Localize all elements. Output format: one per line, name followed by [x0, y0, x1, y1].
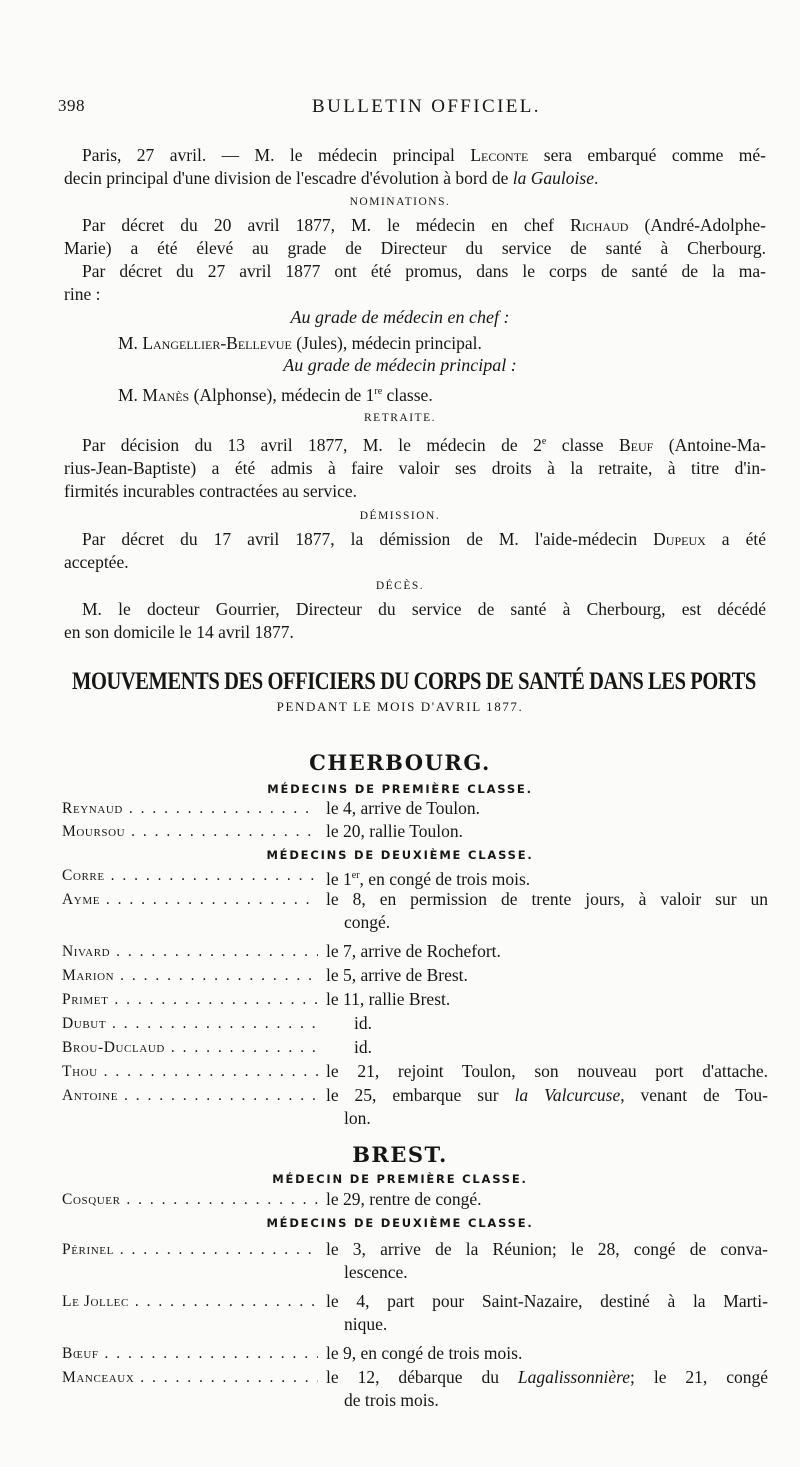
movement-detail: le 3, arrive de la Réunion; le 28, congé de conva- [326, 1239, 768, 1259]
movement-detail: le 9, en congé de trois mois. [326, 1343, 523, 1363]
officer-name: Marion . . . [62, 964, 318, 987]
intro-paragraph: Paris, 27 avril. — M. le médecin principal Leconte sera embarqué comme mé- decin principal d'une division de l'escadre d'évolution à bord de la Gauloise. [64, 145, 766, 188]
movement-detail: le 29, rentre de congé. [326, 1189, 482, 1209]
officer-name: Ayme . . . [62, 888, 318, 911]
ship-name: Lagalissonnière [517, 1367, 631, 1387]
movement-detail: le 7, arrive de Rochefort. [326, 941, 501, 961]
grade-heading-chef: Au grade de médecin en chef : [290, 307, 510, 327]
page-number: 398 [58, 96, 85, 115]
category-heading: MÉDECIN DE PREMIÈRE CLASSE. [272, 1172, 528, 1186]
movement-detail: le 1er, en congé de trois mois. [326, 868, 531, 889]
officer-name: Dubut . . . [62, 1012, 318, 1035]
officer-name: Thou . . . [62, 1060, 318, 1083]
city-heading-brest: BREST. [352, 1142, 448, 1167]
ship-name: la Valcurcuse [514, 1085, 621, 1105]
movement-detail: le 5, arrive de Brest. [326, 965, 468, 985]
grade-heading-principal: Au grade de médecin principal : [283, 355, 517, 375]
officer-name: Périnel . . . [62, 1238, 318, 1261]
category-heading: MÉDECINS DE PREMIÈRE CLASSE. [267, 782, 533, 796]
movement-detail: le 20, rallie Toulon. [326, 821, 463, 841]
movement-detail: le 4, arrive de Toulon. [326, 798, 480, 818]
promotion-line-1: M. Langellier-Bellevue (Jules), médecin principal. [118, 333, 482, 353]
category-heading: MÉDECINS DE DEUXIÈME CLASSE. [266, 848, 534, 862]
movement-detail: le 8, en permission de trente jours, à valoir sur un [326, 889, 768, 909]
movement-detail: le 11, rallie Brest. [326, 989, 451, 1009]
officer-name: Moursou . . . [62, 820, 318, 843]
section-heading-deces: DÉCÈS. [375, 580, 425, 592]
section-heading-nominations: NOMINATIONS. [349, 196, 451, 208]
category-heading: MÉDECINS DE DEUXIÈME CLASSE. [266, 1216, 534, 1230]
demission-paragraph: Par décret du 17 avril 1877, la démission de M. l'aide-médecin Dupeux a été acceptée. [64, 529, 766, 572]
officer-name: Corre . . . [62, 864, 318, 887]
officer-name: Manceaux . . . [62, 1366, 318, 1389]
retraite-paragraph: Par décision du 13 avril 1877, M. le médecin de 2e classe Beuf (Antoine-Ma- rius-Jean-Baptiste) a été admis à faire valoir ses droits à la retraite, à titre d'in- firmités incurables contractées au service. [64, 434, 766, 501]
officer-name: Reynaud . . . [62, 797, 318, 820]
promotion-line-2: M. Manès (Alphonse), médecin de 1re classe. [118, 384, 433, 405]
officer-name: Le Jollec . . . [62, 1290, 318, 1313]
movement-detail: le 12, débarque du Lagalissonnière; le 21, congé [326, 1367, 768, 1387]
officer-name: Primet . . . [62, 988, 318, 1011]
movement-detail: le 21, rejoint Toulon, son nouveau port d'attache. [326, 1061, 768, 1081]
city-heading-cherbourg: CHERBOURG. [309, 750, 491, 775]
person-name: Leconte [470, 145, 529, 165]
officer-name: Cosquer . . . [62, 1188, 318, 1211]
officer-name: Brou-Duclaud . . . [62, 1036, 318, 1059]
movement-detail: le 4, part pour Saint-Nazaire, destiné à la Marti- [326, 1291, 768, 1311]
section-heading-demission: DÉMISSION. [359, 510, 441, 522]
movement-detail: id. [354, 1037, 372, 1057]
officer-name: Bœuf . . . [62, 1342, 318, 1365]
running-title: BULLETIN OFFICIEL. [312, 96, 541, 117]
movement-detail: id. [354, 1013, 372, 1033]
nominations-paragraph: Par décret du 20 avril 1877, M. le médecin en chef Richaud (André-Adolphe- Marie) a été élevé au grade de Directeur du service de santé à Cherbourg. Par décret du 27 avril 1877 ont été promus, dans le corps de santé de la ma- rine : [64, 215, 767, 304]
document-page: 398 BULLETIN OFFICIEL. Paris, 27 avril. — M. le médecin principal Leconte sera embarqué comme mé- decin principal d'une division de l'escadre d'évolution à bord de la Gauloise. NOMINATIONS. Par décret du 20 avril 1877, M. le médecin en chef Richaud (André-Adolphe- Marie) a été élevé au grade de Directeur du service de santé à Cherbourg. Par décret du 27 avril 1877 ont été promus, dans le corps de santé de la ma- rine : Au grade de médecin en chef : M. Langellier-Bellevue (Jules), médecin principal. Au grade de médecin principal : M. Manès (Alphonse), médecin de 1re classe. RETRAITE. Par décision du 13 avril 1877, M. le médecin de 2e classe Beuf (Antoine-Ma- rius-Jean-Baptiste) a été admis à faire valoir ses droits à la retraite, à titre d'in- firmités incurables contractées au service. DÉMISSION. Par décret du 17 avril 1877, la démission de M. l'aide-médecin Dupeux a été acceptée. DÉCÈS. M. le docteur Gourrier, Directeur du service de santé à Cherbourg, est décédé en son domicile le 14 avril 1877. MOUVEMENTS DES OFFICIERS DU CORPS DE SANTÉ DANS LES PORTS PENDANT LE MOIS D'AVRIL 1877. CHERBOURG. MÉDECINS DE PREMIÈRE CLASSE. Reynaud . . . le 4, arrive de Toulon. Moursou . . . le 20, rallie Toulon. MÉDECINS DE DEUXIÈME CLASSE. Corre . . . le 1er, en congé de trois mois. Ayme . . . le 8, en permission de trente jours, à valoir sur un congé. Nivard . . . le 7, arrive de Rochefort. Marion . . . le 5, arrive de Brest. Primet . . . le 11, rallie Brest. Dubut . . . id. Brou-Duclaud . . . id. Thou . . . le 21, rejoint Toulon, son nouveau port d'attache. Antoine . . . le 25, embarque sur la Valcurcuse, venant de Tou- lon. BREST. MÉDECIN DE PREMIÈRE CLASSE. Cosquer . . . le 29, rentre de congé. MÉDECINS DE DEUXIÈME CLASSE. Périnel . . . le 3, arrive de la Réunion; le 28, congé de conva- lescence. Le Jollec . . . le 4, part pour Saint-Nazaire, destiné à la Marti- nique. Bœuf . . . le 9, en congé de trois mois. Manceaux . . . le 12, débarque du Lagalissonnière; le 21, congé de trois mois. [0, 0, 800, 1467]
movements-subtitle: PENDANT LE MOIS D'AVRIL 1877. [276, 699, 524, 714]
section-heading-retraite: RETRAITE. [364, 412, 436, 424]
officer-name: Antoine . . . [62, 1084, 318, 1107]
officer-name: Nivard . . . [62, 940, 318, 963]
movements-title: MOUVEMENTS DES OFFICIERS DU CORPS DE SANTÉ DANS LES PORTS [72, 668, 756, 695]
movement-detail: le 25, embarque sur la Valcurcuse, venant de Tou- [326, 1085, 769, 1105]
deces-paragraph: M. le docteur Gourrier, Directeur du service de santé à Cherbourg, est décédé en son domicile le 14 avril 1877. [64, 599, 766, 642]
ship-name: la Gauloise [512, 168, 594, 188]
